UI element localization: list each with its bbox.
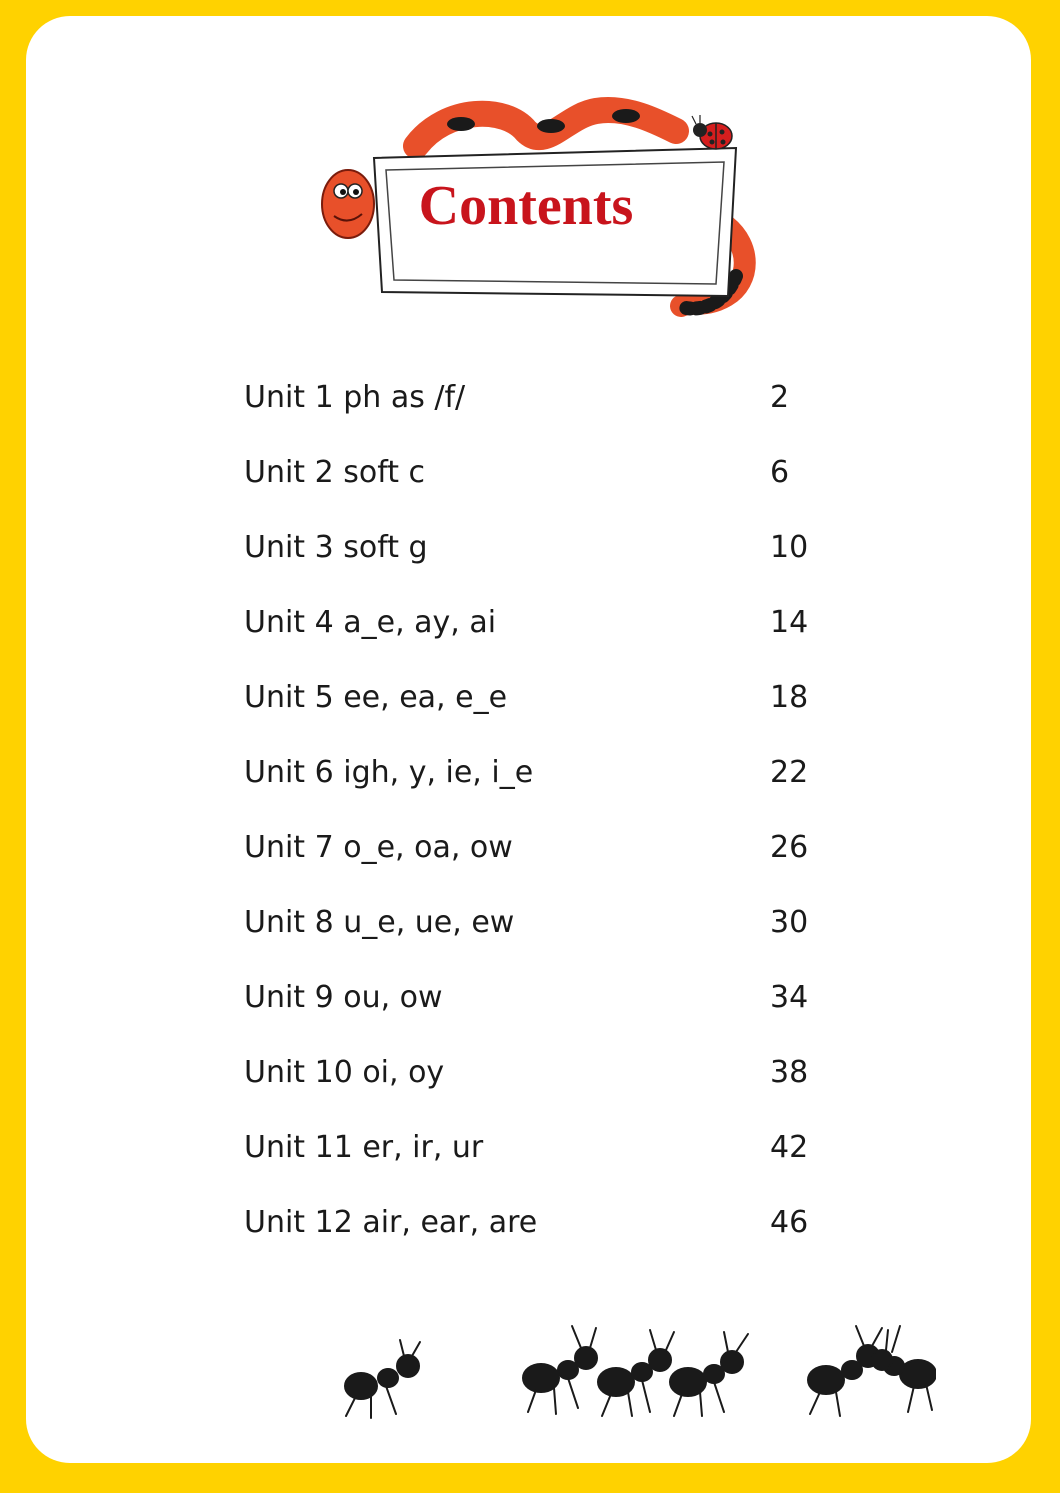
unit-label: Unit 11 er, ir, ur (244, 1130, 484, 1165)
unit-label: Unit 4 a_e, ay, ai (244, 605, 497, 640)
page-number: 18 (770, 680, 809, 715)
list-item (244, 595, 844, 670)
list-item (244, 745, 844, 820)
page-title: Contents (418, 175, 634, 237)
page-number: 22 (770, 755, 809, 790)
list-item (244, 445, 844, 520)
page-number: 38 (770, 1055, 809, 1090)
contents-page (26, 16, 1031, 1463)
contents-banner (296, 96, 766, 346)
list-item (244, 1120, 844, 1195)
unit-label: Unit 10 oi, oy (244, 1055, 445, 1090)
list-item (244, 520, 844, 595)
page-number: 42 (770, 1130, 809, 1165)
unit-label: Unit 5 ee, ea, e_e (244, 680, 508, 715)
page-number: 6 (770, 455, 790, 490)
list-item (244, 820, 844, 895)
unit-label: Unit 12 air, ear, are (244, 1205, 538, 1240)
unit-label: Unit 8 u_e, ue, ew (244, 905, 515, 940)
page-number: 2 (770, 380, 790, 415)
page-number: 14 (770, 605, 809, 640)
unit-label: Unit 9 ou, ow (244, 980, 443, 1015)
list-item (244, 1045, 844, 1120)
list-item (244, 970, 844, 1045)
page-number: 26 (770, 830, 809, 865)
list-item (244, 895, 844, 970)
unit-label: Unit 6 igh, y, ie, i_e (244, 755, 534, 790)
unit-label: Unit 3 soft g (244, 530, 428, 565)
list-item (244, 370, 844, 445)
page-number: 30 (770, 905, 809, 940)
contents-list (244, 370, 844, 1270)
ants-illustration (316, 1316, 936, 1436)
ladybug-illustration (692, 115, 732, 149)
unit-label: Unit 7 o_e, oa, ow (244, 830, 513, 865)
page-number: 34 (770, 980, 809, 1015)
unit-label: Unit 1 ph as /f/ (244, 380, 466, 415)
list-item (244, 1195, 844, 1270)
page-number: 46 (770, 1205, 809, 1240)
page-number: 10 (770, 530, 809, 565)
unit-label: Unit 2 soft c (244, 455, 426, 490)
list-item (244, 670, 844, 745)
